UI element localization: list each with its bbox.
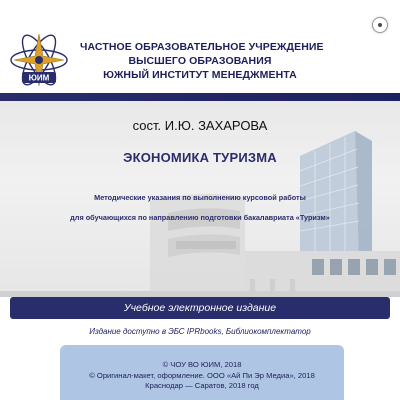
availability-note: Издание доступно в ЭБС IPRbooks, Библиокомплектатор: [89, 327, 311, 336]
copyright-line-1: © ЧОУ ВО ЮИМ, 2018: [162, 360, 242, 369]
university-emblem-icon: [6, 30, 72, 90]
description-line-2: для обучающихся по направлению подготовки бакалавриата «Туризм»: [70, 213, 330, 222]
logo-text: ЮИМ: [28, 73, 50, 83]
organization-name: [80, 40, 324, 82]
description-line-1: Методические указания по выполнению курсовой работы: [94, 193, 306, 202]
disc-icon: [372, 17, 388, 33]
org-line-2: ВЫСШЕГО ОБРАЗОВАНИЯ: [128, 55, 272, 67]
copyright-line-2: © Оригинал-макет, оформление. ООО «Ай Пи Эр Медиа», 2018: [89, 370, 315, 380]
author-name: сост. И.Ю. ЗАХАРОВА: [132, 118, 268, 133]
org-line-1: ЧАСТНОЕ ОБРАЗОВАТЕЛЬНОЕ УЧРЕЖДЕНИЕ: [80, 41, 324, 53]
edition-banner: Учебное электронное издание: [10, 297, 390, 319]
book-title: ЭКОНОМИКА ТУРИЗМА: [123, 150, 277, 165]
copyright-panel: [60, 345, 344, 400]
copyright-line-3: Краснодар — Саратов, 2018 год: [145, 381, 259, 390]
header-band: [0, 0, 400, 96]
org-line-3: ЮЖНЫЙ ИНСТИТУТ МЕНЕДЖМЕНТА: [103, 69, 297, 81]
header-rule: [0, 93, 400, 101]
